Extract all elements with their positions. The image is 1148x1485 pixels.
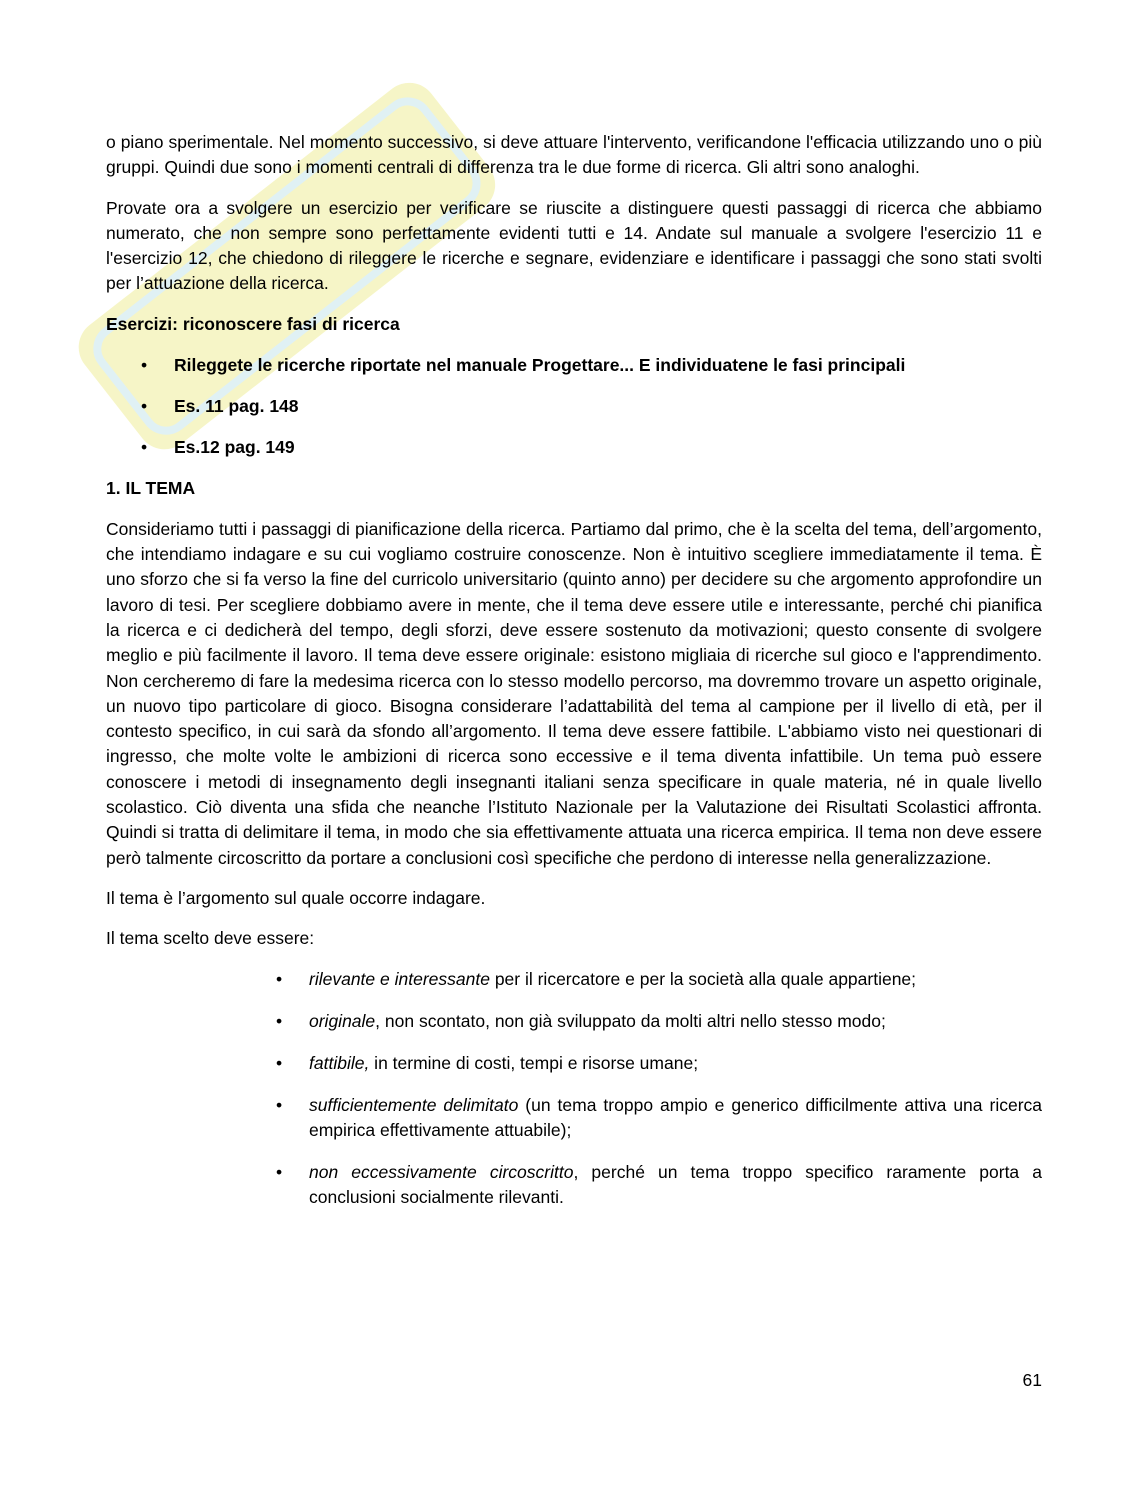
- requirements-intro: Il tema scelto deve essere:: [106, 928, 315, 949]
- paragraph-intro: o piano sperimentale. Nel momento successivo, si deve attuare l'intervento, verificandone l'efficacia utilizzando uno o più gruppi. Quindi due sono i momenti centrali di differenza tra le due forme di ricerca. Gli altri sono analoghi.: [106, 132, 1042, 178]
- bullet-icon: •: [276, 968, 283, 989]
- list-item: • fattibile, in termine di costi, tempi e risorse umane;: [276, 1051, 1042, 1076]
- exercises-list: [106, 353, 1042, 460]
- bullet-icon: •: [141, 436, 148, 457]
- requirement-term: rilevante e interessante: [309, 968, 490, 989]
- bullet-icon: •: [276, 1052, 283, 1073]
- requirement-term: non eccessivamente circoscritto: [309, 1161, 574, 1182]
- list-item: • Es. 11 pag. 148: [141, 394, 1042, 419]
- exercises-heading: Esercizi: riconoscere fasi di ricerca: [106, 313, 400, 334]
- section-body: Consideriamo tutti i passaggi di pianificazione della ricerca. Partiamo dal primo, che è la scelta del tema, dell’argomento, che intendiamo indagare e su cui vogliamo costruire conoscenze. Non è intuitivo scegliere immediatamente il tema. È uno sforzo che si fa verso la fine del curricolo universitario (quinto anno) per decidere su che argomento approfondire un lavoro di tesi. Per scegliere dobbiamo avere in mente, che il tema deve essere utile e interessante, perché chi pianifica la ricerca e ci dedicherà del tempo, degli sforzi, deve essere sostenuto da motivazioni; questo consente di svolgere meglio e più facilmente il lavoro. Il tema deve essere originale: esistono migliaia di ricerche sul gioco e l'apprendimento. Non cercheremo di fare la medesima ricerca con lo stesso modello percorso, ma dovremmo trovare un aspetto originale, un nuovo tipo particolare di gioco. Bisogna considerare l’adattabilità del tema al campione per il livello di età, per il contesto specifico, in cui sarà da sfondo all’argomento. Il tema deve essere fattibile. L'abbiamo visto nei questionari di ingresso, che molte volte le ambizioni di ricerca sono eccessive e il tema diventa infattibile. Un tema può essere conoscere i metodi di insegnamento degli insegnanti italiani senza specificare in quale materia, né in quale livello scolastico. Ciò diventa una sfida che neanche l’Istituto Nazionale per la Valutazione dei Risultati Scolastici affronta. Quindi si tratta di delimitare il tema, in modo che sia effettivamente attuata una ricerca empirica. Il tema non deve essere però talmente circoscritto da portare a conclusioni così specifiche che perdono di interesse nella generalizzazione.: [106, 518, 1042, 868]
- bullet-icon: •: [141, 354, 148, 375]
- list-item: • rilevante e interessante per il ricercatore e per la società alla quale appartiene;: [276, 967, 1042, 992]
- requirement-term: sufficientemente delimitato: [309, 1094, 519, 1115]
- document-page: [106, 130, 1042, 1227]
- paragraph-exercise-instructions: Provate ora a svolgere un esercizio per verificare se riuscite a distinguere questi passaggi di ricerca che abbiamo numerato, che non sempre sono perfettamente evidenti tutti e 14. Andate sul manuale a svolgere l'esercizio 11 e l'esercizio 12, che chiedono di rileggere le ricerche e segnare, evidenziare e identificare i passaggi che sono stati svolti per l’attuazione della ricerca.: [106, 197, 1042, 294]
- theme-definition: Il tema è l’argomento sul quale occorre indagare.: [106, 887, 486, 908]
- bullet-icon: •: [276, 1010, 283, 1031]
- requirements-list: [106, 967, 1042, 1210]
- requirement-term: originale: [309, 1010, 376, 1031]
- list-item: • sufficientemente delimitato (un tema troppo ampio e generico difficilmente attiva una ricerca empirica effettivamente attuabile);: [276, 1094, 1042, 1140]
- page-number: 61: [1022, 1370, 1042, 1390]
- list-item: • non eccessivamente circoscritto, perché un tema troppo specifico raramente porta a conclusioni socialmente rilevanti.: [276, 1161, 1042, 1207]
- list-item: • Es.12 pag. 149: [141, 435, 1042, 460]
- section-heading: 1. IL TEMA: [106, 477, 196, 498]
- requirement-term: fattibile,: [309, 1052, 370, 1073]
- list-item: • originale, non scontato, non già sviluppato da molti altri nello stesso modo;: [276, 1009, 1042, 1034]
- bullet-icon: •: [276, 1094, 283, 1115]
- bullet-icon: •: [276, 1161, 283, 1182]
- list-item: • Rileggete le ricerche riportate nel manuale Progettare... E individuatene le fasi principali: [141, 353, 1042, 378]
- bullet-icon: •: [141, 395, 148, 416]
